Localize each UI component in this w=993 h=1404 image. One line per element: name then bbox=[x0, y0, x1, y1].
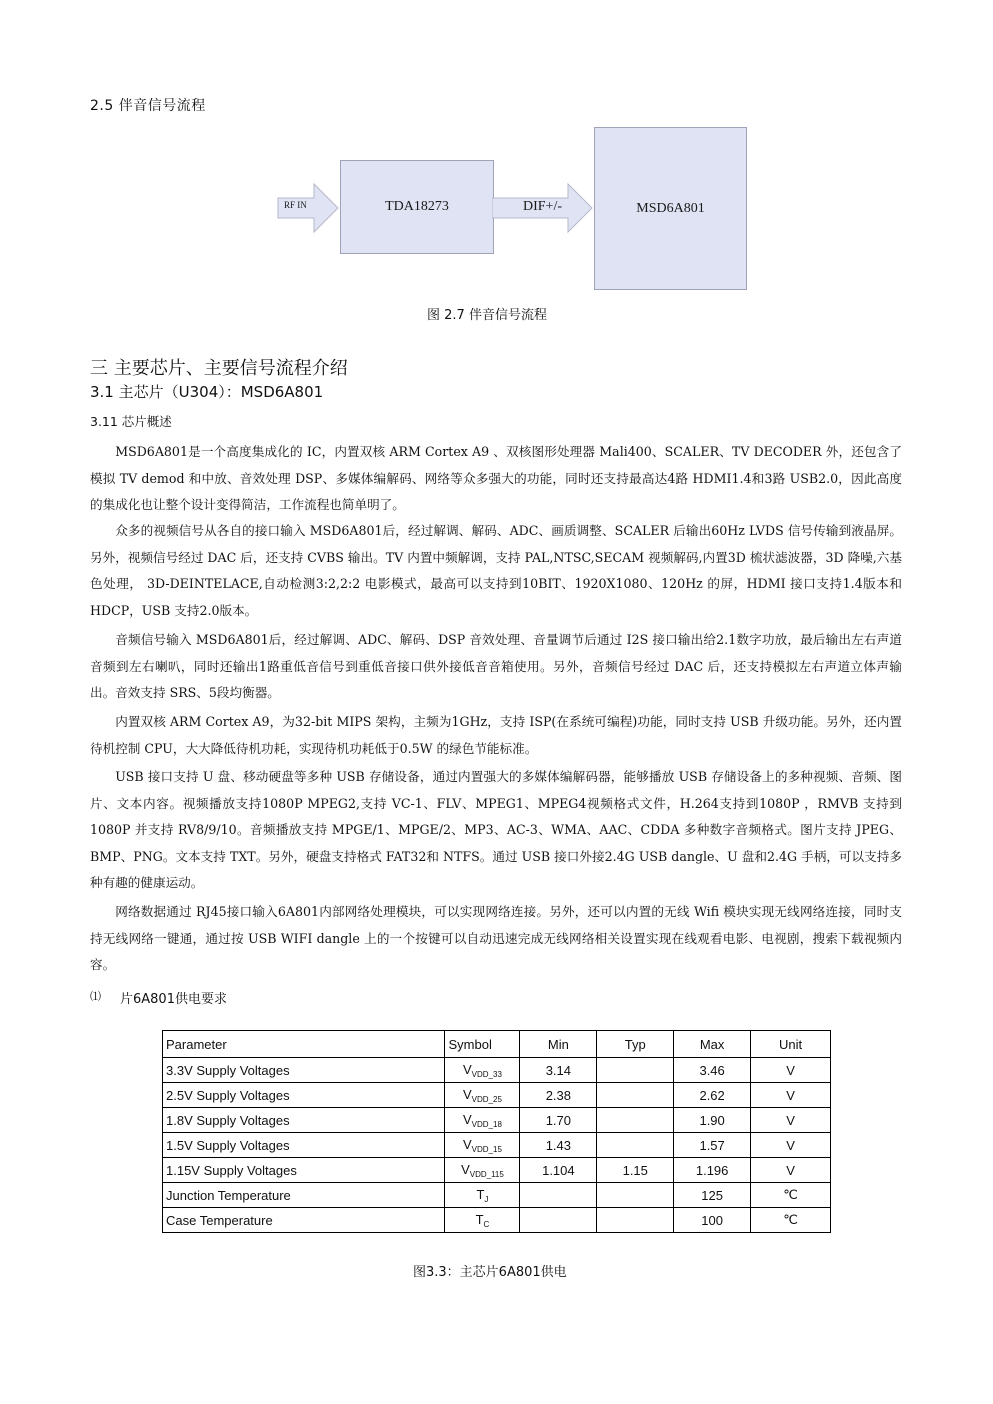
min-cell: 1.43 bbox=[520, 1133, 597, 1158]
typ-cell bbox=[597, 1208, 674, 1233]
min-cell: 2.38 bbox=[520, 1083, 597, 1108]
header-cell: Symbol bbox=[445, 1031, 520, 1058]
symbol-cell: $V_{VDD\_18}$ bbox=[445, 1108, 520, 1133]
unit-cell: V bbox=[751, 1108, 831, 1133]
paragraph: MSD6A801是一个高度集成化的 IC，内置双核 ARM Cortex A9 、双核图形处理器 Mali400、SCALER、TV DECODER 外，还包含了模拟 TV demod 和中放、音效处理 DSP、多媒体编解码、网络等众多强大的功能，同时还支持最高达4路 HDMI1.4和3路 USB2.0，因此高度的集成化也让整个设计变得简洁，工作流程也简单明了。 bbox=[90, 444, 902, 512]
subsection-title: 3.1 主芯片（U304）：MSD6A801 bbox=[90, 383, 324, 401]
param-cell: 3.3V Supply Voltages bbox=[163, 1058, 445, 1083]
figure-caption: 图 2.7 伴音信号流程 bbox=[427, 308, 547, 323]
typ-cell bbox=[597, 1058, 674, 1083]
symbol-cell: $V_{VDD\_33}$ bbox=[445, 1058, 520, 1083]
list-marker: ⑴ bbox=[90, 990, 101, 1003]
table-row bbox=[163, 1083, 831, 1108]
typ-cell bbox=[597, 1133, 674, 1158]
param-cell: Case Temperature bbox=[163, 1208, 445, 1233]
paragraph: 内置双核 ARM Cortex A9，为32-bit MIPS 架构，主频为1GHz，支持 ISP(在系统可编程)功能，同时支持 USB 升级功能。另外，还内置待机控制 CPU，大大降低待机功耗，实现待机功耗低于0.5W 的绿色节能标准。 bbox=[90, 714, 902, 756]
unit-cell: V bbox=[751, 1083, 831, 1108]
table-caption: 图3.3：主芯片6A801供电 bbox=[413, 1265, 567, 1280]
power-spec-table bbox=[162, 1030, 831, 1233]
paragraph: 音频信号输入 MSD6A801后，经过解调、ADC、解码、DSP 音效处理、音量调节后通过 I2S 接口输出给2.1数字功放，最后输出左右声道音频到左右喇叭，同时还输出1路重低音信号到重低音接口供外接低音音箱使用。另外，音频信号经过 DAC 后，还支持模拟左右声道立体声输出。音效支持 SRS、5段均衡器。 bbox=[90, 632, 902, 700]
param-cell: 1.15V Supply Voltages bbox=[163, 1158, 445, 1183]
max-cell: 100 bbox=[674, 1208, 751, 1233]
chapter-title: 三 主要芯片、主要信号流程介绍 bbox=[90, 358, 348, 379]
unit-cell: V bbox=[751, 1158, 831, 1183]
table-row bbox=[163, 1183, 831, 1208]
table-row bbox=[163, 1208, 831, 1233]
paragraph: 众多的视频信号从各自的接口输入 MSD6A801后，经过解调、解码、ADC、画质调整、SCALER 后输出60Hz LVDS 信号传输到液晶屏。另外，视频信号经过 DAC 后，还支持 CVBS 输出。TV 内置中频解调，支持 PAL,NTSC,SECAM 视频解码,内置3D 梳状滤波器，3D 降噪,六基色处理， 3D-DEINTELACE,自动检测3:2,2:2 电影模式，最高可以支持到10BIT、1920X1080、120Hz 的屏，HDMI 接口支持1.4版本和 HDCP，USB 支持2.0版本。 bbox=[90, 523, 902, 618]
power-section-title: 片6A801供电要求 bbox=[120, 992, 227, 1007]
max-cell: 1.196 bbox=[674, 1158, 751, 1183]
max-cell: 1.57 bbox=[674, 1133, 751, 1158]
soc-box: MSD6A801 bbox=[594, 127, 747, 290]
param-cell: 1.5V Supply Voltages bbox=[163, 1133, 445, 1158]
typ-cell bbox=[597, 1108, 674, 1133]
max-cell: 2.62 bbox=[674, 1083, 751, 1108]
table-header-row bbox=[163, 1031, 831, 1058]
param-cell: 1.8V Supply Voltages bbox=[163, 1108, 445, 1133]
unit-cell: ℃ bbox=[751, 1183, 831, 1208]
paragraph: USB 接口支持 U 盘、移动硬盘等多种 USB 存储设备，通过内置强大的多媒体编解码器，能够播放 USB 存储设备上的多种视频、音频、图片、文本内容。视频播放支持1080P MPEG2,支持 VC-1、FLV、MPEG1、MPEG4视频格式文件，H.264支持到1080P ，RMVB 支持到1080P 并支持 RV8/9/10。音频播放支持 MPGE/1、MPGE/2、MP3、AC-3、WMA、AAC、CDDA 多种数字音频格式。图片支持 JPEG、BMP、PNG。文本支持 TXT。另外，硬盘支持格式 FAT32和 NTFS。通过 USB 接口外接2.4G USB dangle、U 盘和2.4G 手柄，可以支持多种有趣的健康运动。 bbox=[90, 769, 902, 890]
max-cell: 3.46 bbox=[674, 1058, 751, 1083]
max-cell: 1.90 bbox=[674, 1108, 751, 1133]
param-cell: Junction Temperature bbox=[163, 1183, 445, 1208]
table-row bbox=[163, 1133, 831, 1158]
section-heading: 2.5 伴音信号流程 bbox=[90, 98, 206, 114]
header-cell: Typ bbox=[597, 1031, 674, 1058]
subsubsection-title: 3.11 芯片概述 bbox=[90, 414, 172, 429]
rf-in-label: RF IN bbox=[284, 200, 307, 210]
unit-cell: V bbox=[751, 1133, 831, 1158]
table-row bbox=[163, 1058, 831, 1083]
min-cell: 1.70 bbox=[520, 1108, 597, 1133]
unit-cell: V bbox=[751, 1058, 831, 1083]
table-row bbox=[163, 1108, 831, 1133]
min-cell: 1.104 bbox=[520, 1158, 597, 1183]
symbol-cell: $T_J$ bbox=[445, 1183, 520, 1208]
header-cell: Max bbox=[674, 1031, 751, 1058]
max-cell: 125 bbox=[674, 1183, 751, 1208]
typ-cell bbox=[597, 1083, 674, 1108]
symbol-cell: $T_C$ bbox=[445, 1208, 520, 1233]
dif-label: DIF+/- bbox=[523, 199, 563, 214]
header-cell: Unit bbox=[751, 1031, 831, 1058]
typ-cell: 1.15 bbox=[597, 1158, 674, 1183]
header-cell: Min bbox=[520, 1031, 597, 1058]
symbol-cell: $V_{VDD\_15}$ bbox=[445, 1133, 520, 1158]
paragraph: 网络数据通过 RJ45接口输入6A801内部网络处理模块，可以实现网络连接。另外，还可以内置的无线 Wifi 模块实现无线网络连接，同时支持无线网络一键通，通过按 USB WIFI dangle 上的一个按键可以自动迅速完成无线网络相关设置实现在线观看电影、电视剧，搜索下载视频内容。 bbox=[90, 904, 902, 972]
param-cell: 2.5V Supply Voltages bbox=[163, 1083, 445, 1108]
table-row bbox=[163, 1158, 831, 1183]
symbol-cell: $V_{VDD\_25}$ bbox=[445, 1083, 520, 1108]
symbol-cell: $V_{VDD\_115}$ bbox=[445, 1158, 520, 1183]
min-cell bbox=[520, 1208, 597, 1233]
header-cell: Parameter bbox=[163, 1031, 445, 1058]
unit-cell: ℃ bbox=[751, 1208, 831, 1233]
typ-cell bbox=[597, 1183, 674, 1208]
min-cell bbox=[520, 1183, 597, 1208]
min-cell: 3.14 bbox=[520, 1058, 597, 1083]
tuner-box: TDA18273 bbox=[340, 160, 494, 254]
